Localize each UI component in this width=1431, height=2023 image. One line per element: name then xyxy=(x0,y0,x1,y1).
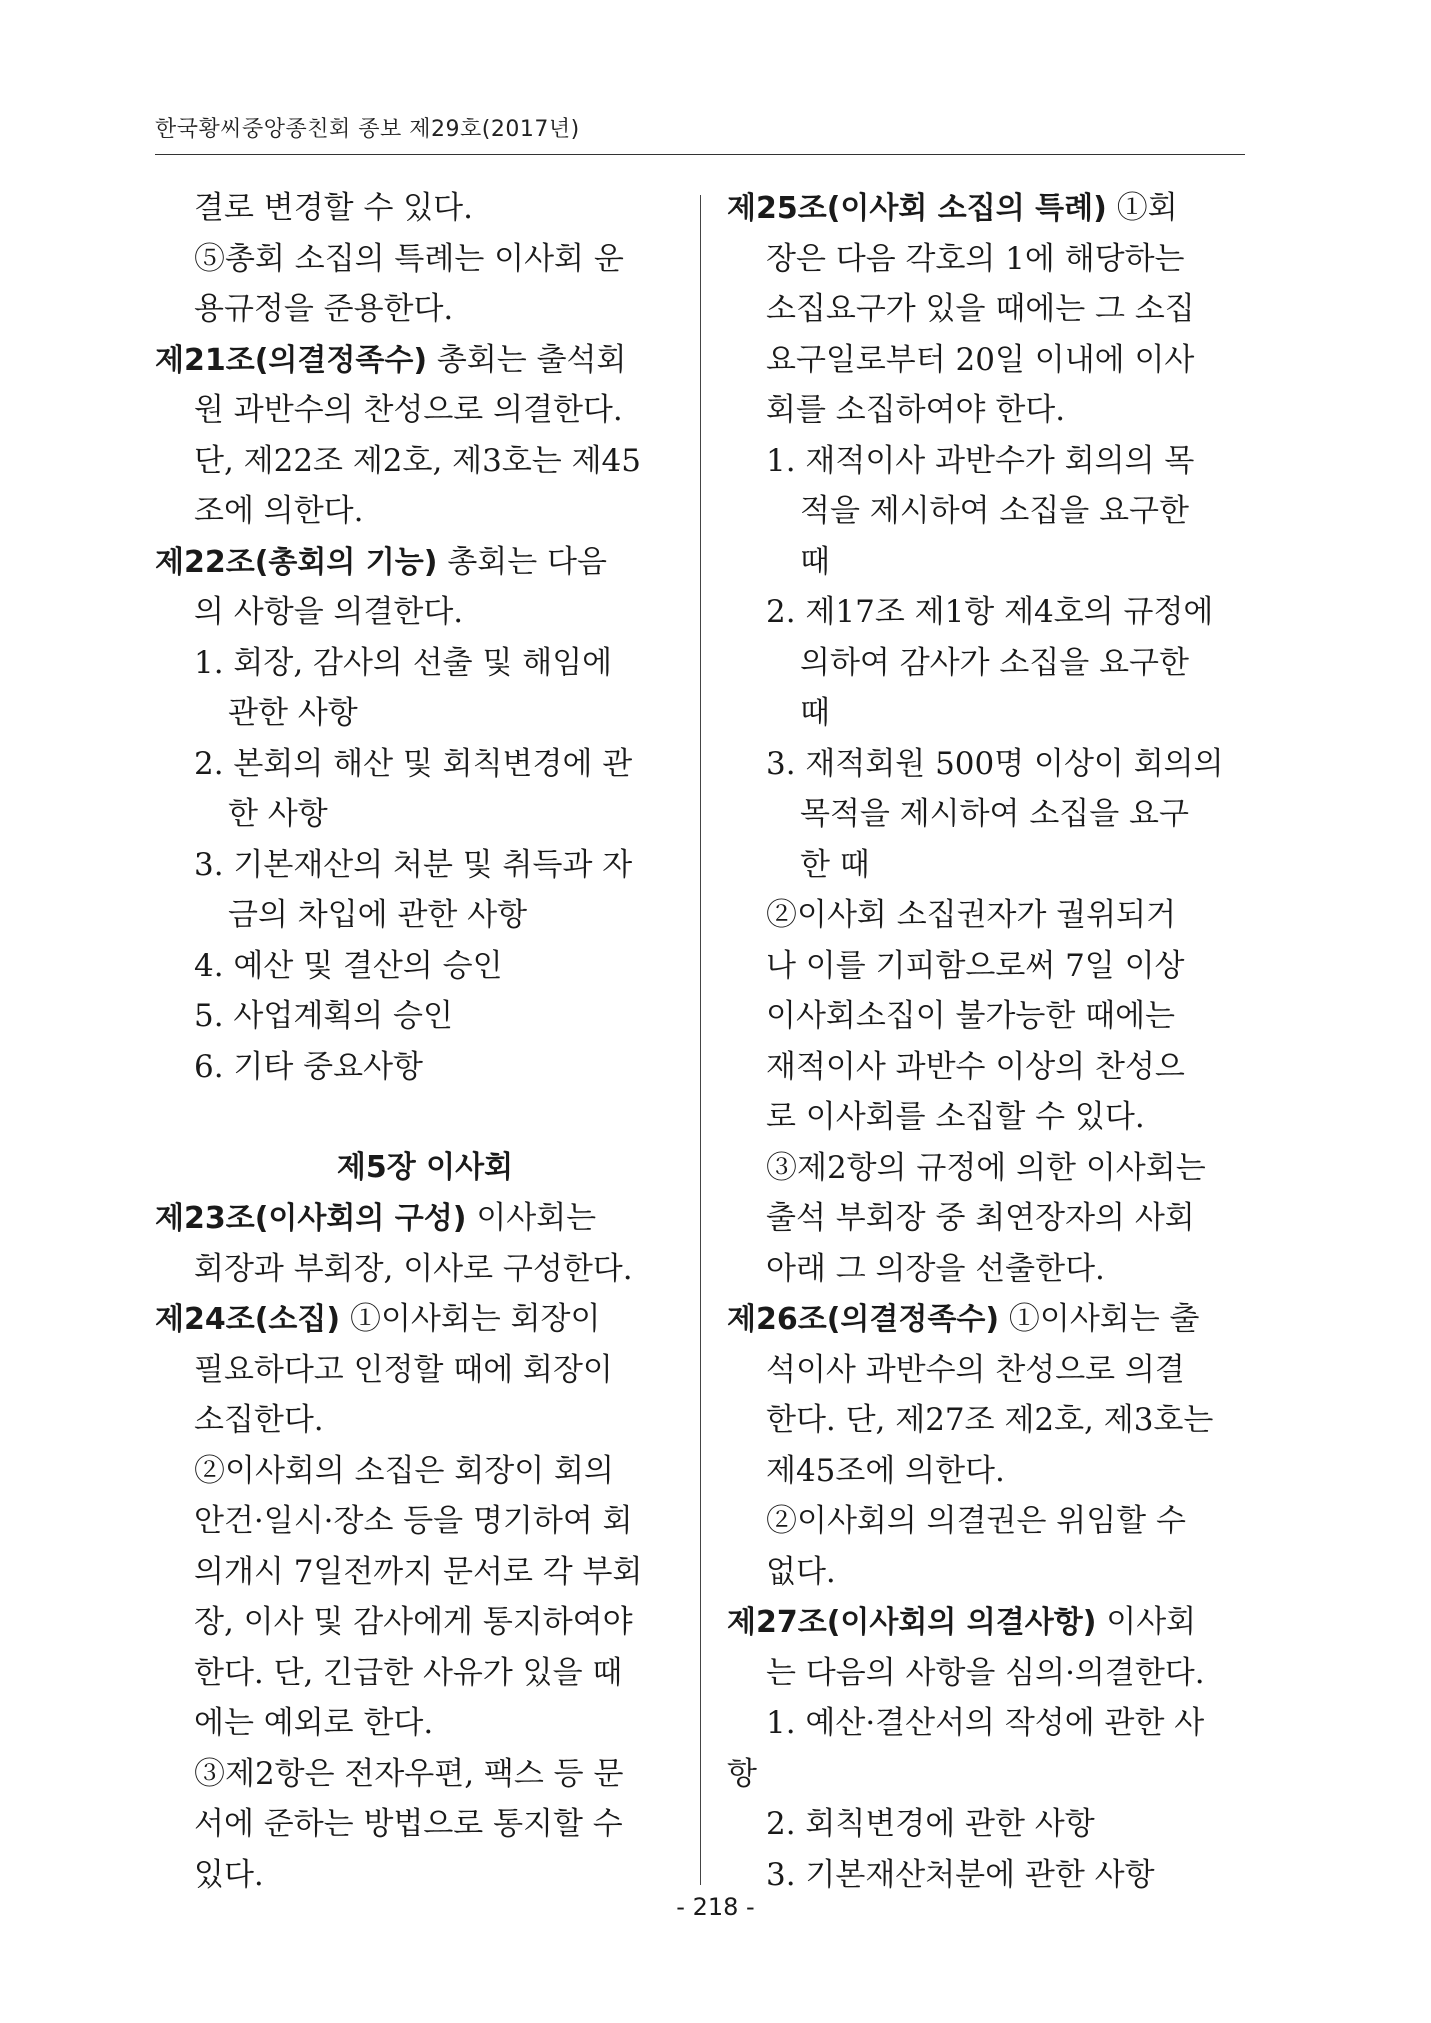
article-26-heading xyxy=(727,1294,1247,1345)
text-line: 장은 다음 각호의 1에 해당하는 xyxy=(766,240,1185,277)
article-24-heading xyxy=(155,1294,675,1345)
text-line: 요구일로부터 20일 이내에 이사 xyxy=(766,341,1195,378)
article-text: ①이사회는 출 xyxy=(999,1301,1200,1337)
column-divider xyxy=(700,195,701,1885)
article-text: 총회는 다음 xyxy=(437,543,607,580)
list-item-continued: 항 xyxy=(727,1755,757,1792)
text-line: 이사회소집이 불가능한 때에는 xyxy=(766,998,1176,1034)
list-item-continued: 목적을 제시하여 소집을 요구 xyxy=(800,796,1189,832)
text-line: 용규정을 준용한다. xyxy=(194,291,454,327)
list-item-continued: 한 사항 xyxy=(228,796,328,832)
text-line: 필요하다고 인정할 때에 회장이 xyxy=(194,1351,613,1388)
list-item: 1. 예산·결산서의 작성에 관한 사 xyxy=(766,1705,1205,1741)
text-line: 결로 변경할 수 있다. xyxy=(194,190,473,226)
article-title: 제24조(소집) xyxy=(155,1302,341,1337)
text-line: 한다. 단, 제27조 제2호, 제3호는 xyxy=(766,1402,1214,1438)
article-title: 제25조(이사회 소집의 특례) xyxy=(727,191,1107,226)
text-line: 에는 예외로 한다. xyxy=(194,1705,434,1741)
chapter-heading: 제5장 이사회 xyxy=(336,1149,514,1185)
list-item-continued: 관한 사항 xyxy=(228,695,358,731)
text-line: 회장과 부회장, 이사로 구성한다. xyxy=(194,1250,633,1287)
text-line: 서에 준하는 방법으로 통지할 수 xyxy=(194,1806,623,1842)
text-line: ③제2항의 규정에 의한 이사회는 xyxy=(766,1149,1206,1186)
article-25-heading xyxy=(727,183,1247,234)
text-line: ⑤총회 소집의 특례는 이사회 운 xyxy=(194,240,624,277)
text-line: 출석 부회장 중 최연장자의 사회 xyxy=(766,1200,1195,1236)
left-column xyxy=(155,183,675,1900)
list-item-continued: 금의 차입에 관한 사항 xyxy=(228,897,528,933)
text-line: ②이사회 소집권자가 궐위되거 xyxy=(766,897,1177,933)
text-line: 석이사 과반수의 찬성으로 의결 xyxy=(766,1351,1185,1388)
article-23-heading xyxy=(155,1193,675,1244)
list-item: 5. 사업계획의 승인 xyxy=(194,998,453,1034)
article-text: 이사회는 xyxy=(466,1200,597,1236)
text-line: 제45조에 의한다. xyxy=(766,1452,1005,1489)
right-column xyxy=(727,183,1247,1900)
text-line: 단, 제22조 제2호, 제3호는 제45 xyxy=(194,442,641,479)
article-title: 제27조(이사회의 의결사항) xyxy=(727,1605,1097,1640)
article-text: 이사회 xyxy=(1096,1604,1197,1640)
article-text: ①회 xyxy=(1106,190,1178,226)
text-line: 의개시 7일전까지 문서로 각 부회 xyxy=(194,1553,643,1590)
text-line: 재적이사 과반수 이상의 찬성으 xyxy=(766,1048,1185,1085)
article-21-heading xyxy=(155,335,675,386)
page-number: - 218 - xyxy=(676,1893,755,1921)
list-item: 3. 재적회원 500명 이상이 회의의 xyxy=(766,745,1224,782)
article-title: 제26조(의결정족수) xyxy=(727,1302,1000,1337)
article-text: ①이사회는 회장이 xyxy=(340,1301,601,1337)
text-line: 아래 그 의장을 선출한다. xyxy=(766,1250,1105,1287)
list-item-continued: 때 xyxy=(800,543,830,580)
list-item: 3. 기본재산의 처분 및 취득과 자 xyxy=(194,846,633,883)
text-line: 있다. xyxy=(194,1856,264,1893)
text-line: 없다. xyxy=(766,1553,836,1590)
text-line: ③제2항은 전자우편, 팩스 등 문 xyxy=(194,1755,624,1792)
list-item: 2. 제17조 제1항 제4호의 규정에 xyxy=(766,594,1214,630)
running-header: 한국황씨중앙종친회 종보 제29호(2017년) xyxy=(155,117,580,142)
list-item: 3. 기본재산처분에 관한 사항 xyxy=(766,1856,1155,1893)
text-line: 안건·일시·장소 등을 명기하여 회 xyxy=(194,1503,633,1539)
list-item: 1. 재적이사 과반수가 회의의 목 xyxy=(766,442,1195,479)
text-line: ②이사회의 의결권은 위임할 수 xyxy=(766,1503,1186,1539)
text-line: ②이사회의 소집은 회장이 회의 xyxy=(194,1452,614,1489)
text-line: 소집요구가 있을 때에는 그 소집 xyxy=(766,291,1195,327)
list-item-continued: 때 xyxy=(800,695,830,731)
article-title: 제21조(의결정족수) xyxy=(155,342,428,378)
article-27-heading xyxy=(727,1597,1247,1648)
article-text: 총회는 출석회 xyxy=(427,341,627,378)
header-rule xyxy=(155,154,1245,155)
text-line: 는 다음의 사항을 심의·의결한다. xyxy=(766,1654,1205,1691)
text-line: 소집한다. xyxy=(194,1402,324,1438)
list-item: 4. 예산 및 결산의 승인 xyxy=(194,947,503,984)
text-line: 회를 소집하여야 한다. xyxy=(766,392,1066,428)
list-item-continued: 적을 제시하여 소집을 요구한 xyxy=(800,493,1189,529)
article-title: 제23조(이사회의 구성) xyxy=(155,1201,467,1236)
text-line: 조에 의한다. xyxy=(194,493,364,529)
list-item: 1. 회장, 감사의 선출 및 해임에 xyxy=(194,644,613,681)
text-line: 한다. 단, 긴급한 사유가 있을 때 xyxy=(194,1654,623,1691)
list-item: 6. 기타 중요사항 xyxy=(194,1048,423,1085)
text-line: 의 사항을 의결한다. xyxy=(194,594,464,630)
text-line: 나 이를 기피함으로써 7일 이상 xyxy=(766,947,1185,984)
list-item: 2. 본회의 해산 및 회칙변경에 관 xyxy=(194,745,633,782)
article-22-heading xyxy=(155,537,675,588)
spacer xyxy=(155,1092,675,1143)
article-title: 제22조(총회의 기능) xyxy=(155,544,438,580)
list-item-continued: 의하여 감사가 소집을 요구한 xyxy=(800,644,1189,681)
text-line: 로 이사회를 소집할 수 있다. xyxy=(766,1099,1145,1135)
text-line: 장, 이사 및 감사에게 통지하여야 xyxy=(194,1604,633,1640)
list-item-continued: 한 때 xyxy=(800,846,870,883)
text-line: 원 과반수의 찬성으로 의결한다. xyxy=(194,392,623,428)
list-item: 2. 회칙변경에 관한 사항 xyxy=(766,1806,1095,1842)
